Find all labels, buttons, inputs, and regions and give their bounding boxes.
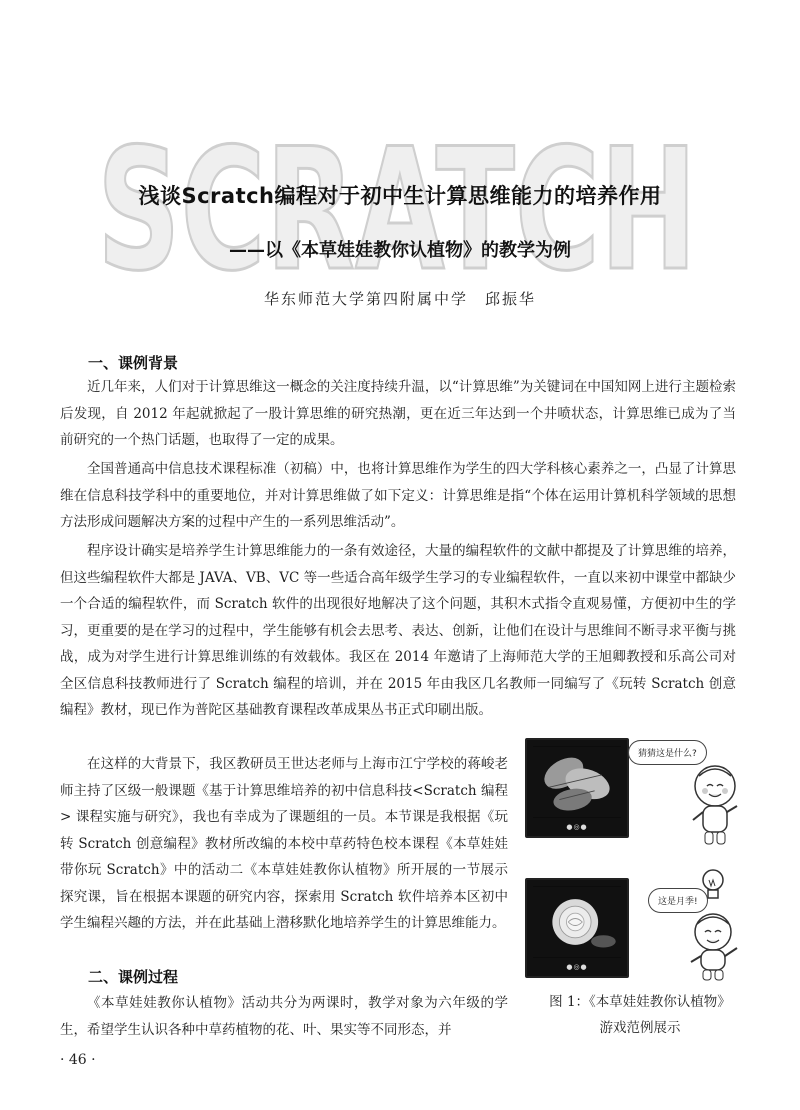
tv-buttons-1: ●◎● <box>566 823 588 831</box>
speech-bubble-2: 这是月季! <box>648 888 708 913</box>
tv-screen-rose <box>525 878 629 978</box>
herb-doll-character-1 <box>685 760 745 850</box>
tv-buttons-2: ●◎● <box>566 963 588 971</box>
tv-screen-leaf <box>525 738 629 838</box>
page-number: · 46 · <box>60 1052 96 1068</box>
herb-doll-character-2 <box>683 910 743 982</box>
section-heading-process: 二、课例过程 <box>88 968 179 986</box>
speech-bubble-1: 猜猜这是什么? <box>628 740 707 765</box>
section-heading-background: 一、课例背景 <box>88 354 179 372</box>
paragraph-5: 《本草娃娃教你认植物》活动共分为两课时，教学对象为六年级的学生，希望学生认识各种中草药植物的花、叶、果实等不同形态，并 <box>60 995 508 1038</box>
figure-caption-line1: 图 1：《本草娃娃教你认植物》 <box>549 994 731 1010</box>
article-subtitle: ——以《本草娃娃教你认植物》的教学为例 <box>229 240 571 261</box>
paragraph-2: 全国普通高中信息技术课程标准（初稿）中，也将计算思维作为学生的四大学科核心素养之一，凸显了计算思维在信息科技学科中的重要地位，并对计算思维做了如下定义：计算思维是指“个体在运用计算机科学领域的思想方法形成问题解决方案的过程中产生的一系列思维活动”。 <box>60 461 736 530</box>
paragraph-1: 近几年来，人们对于计算思维这一概念的关注度持续升温，以“计算思维”为关键词在中国知网上进行主题检索后发现，自 2012 年起就掀起了一股计算思维的研究热潮，更在近三年达到一个井喷状态，计算思维已成为了当前研究的一个热门话题，也取得了一定的成果。 <box>60 379 736 448</box>
author-line: 华东师范大学第四附属中学 邱振华 <box>263 290 536 308</box>
paragraph-3: 程序设计确实是培养学生计算思维能力的一条有效途径，大量的编程软件的文献中都提及了计算思维的培养，但这些编程软件大都是 JAVA、VB、VC 等一些适合高年级学生学习的专业编程软件，一直以来初中课堂中都缺少一个合适的编程软件，而 Scratch 软件的出现很好地解决了这个问题，其积木式指令直观易懂，方便初中生的学习，更重要的是在学习的过程中，学生能够有机会去思考、表达、创新，让他们在设计与思维间不断寻求平衡与挑战，成为对学生进行计算思维训练的有效载体。我区在 2014 年邀请了上海师范大学的王旭卿教授和乐高公司对全区信息科技教师进行了 Scratch 编程的培训，并在 2015 年由我区几名教师一同编写了《玩转 Scratch 创意编程》教材，现已作为普陀区基础教育课程改革成果丛书正式印刷出版。 <box>60 543 736 718</box>
article-title: 浅谈Scratch编程对于初中生计算思维能力的培养作用 <box>138 184 662 208</box>
figure-caption-line2: 游戏范例展示 <box>599 1020 681 1036</box>
watermark-text: SCRATCH <box>97 118 697 293</box>
leaf-photo <box>533 746 621 818</box>
rose-photo <box>533 886 621 958</box>
paragraph-4: 在这样的大背景下，我区教研员王世达老师与上海市江宁学校的蒋峻老师主持了区级一般课题《基于计算思维培养的初中信息科技<Scratch 编程 > 课程实施与研究》，我也有幸成为了课题组的一员。本节课是我根据《玩转 Scratch 创意编程》教材所改编的本校中草药特色校本课程《本草娃娃带你玩 Scratch》中的活动二《本草娃娃教你认植物》所开展的一节展示探究课，旨在根据本课题的研究内容，探索用 Scratch 软件培养本区初中学生编程兴趣的方法，并在此基础上潜移默化地培养学生的计算思维能力。 <box>60 756 508 931</box>
